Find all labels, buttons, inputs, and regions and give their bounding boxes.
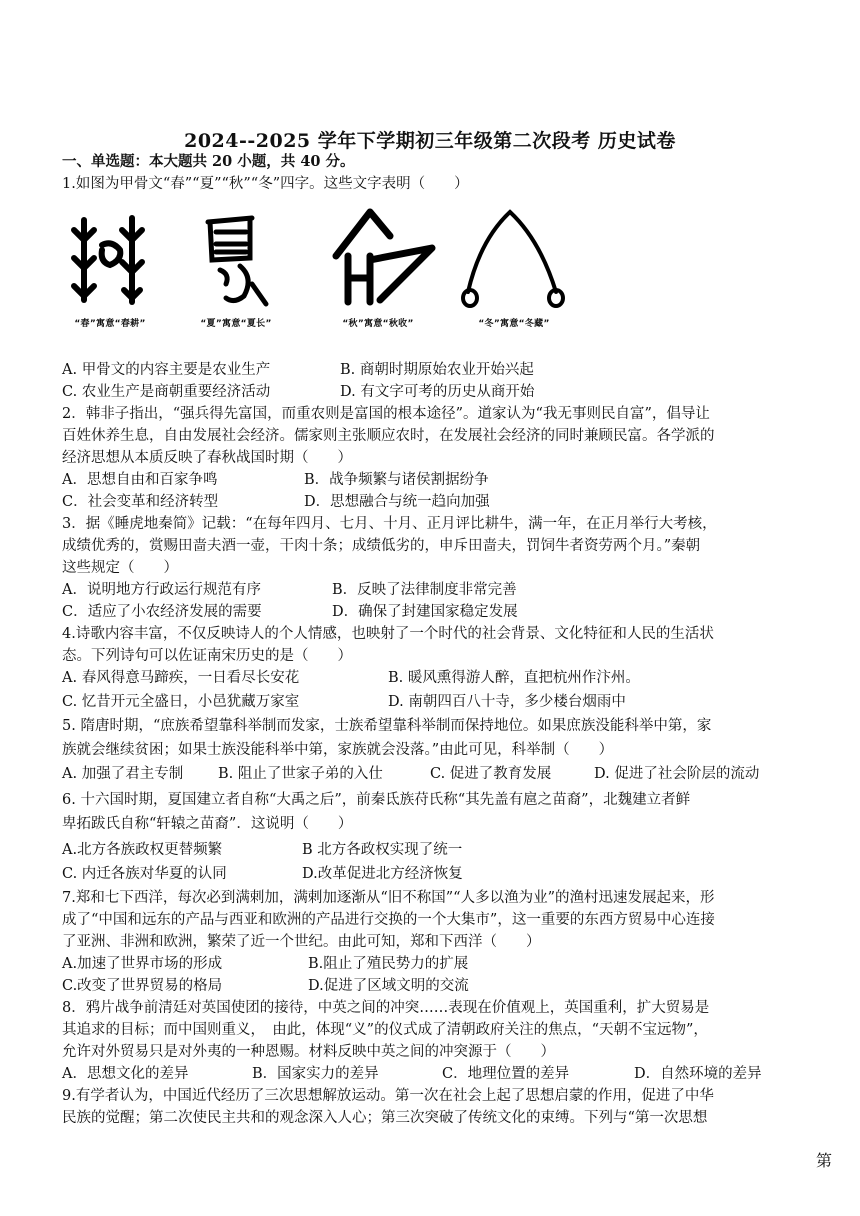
q2-stem-line1: 2．韩非子指出，“强兵得先富国，而重农则是富国的根本途径”。道家认为“我无事则民自富”，倡导让 xyxy=(62,406,710,422)
glyph-winter-image xyxy=(460,200,572,350)
q6-stem-line1: 6. 十六国时期，夏国建立者自称“大禹之后”，前秦氐族苻氏称“其先盖有扈之苗裔”，北魏建立者鲜 xyxy=(62,792,691,808)
q2-option-a[interactable]: A．思想自由和百家争鸣 xyxy=(62,472,218,488)
q4-option-d[interactable]: D. 南朝四百八十寺，多少楼台烟雨中 xyxy=(388,694,626,710)
q7-stem-line2: 成了“中国和远东的产品与西亚和欧洲的产品进行交换的一个大集市”，这一重要的东西方贸易中心连接 xyxy=(62,912,715,928)
q4-stem-line1: 4.诗歌内容丰富，不仅反映诗人的个人情感，也映射了一个时代的社会背景、文化特征和人民的生活状 xyxy=(62,626,714,642)
q7-option-c[interactable]: C.改变了世界贸易的格局 xyxy=(62,978,223,994)
q8-stem-line2: 其追求的目标；而中国则重义， 由此，体现“义”的仪式成了清朝政府关注的焦点，“天朝不宝远物”， xyxy=(62,1022,708,1038)
q3-option-b[interactable]: B．反映了法律制度非常完善 xyxy=(332,582,517,598)
q8-option-c[interactable]: C．地理位置的差异 xyxy=(442,1066,570,1082)
q3-stem-line1: 3．据《睡虎地秦简》记载：“在每年四月、七月、十月、正月评比耕牛，满一年，在正月举行大考核， xyxy=(62,516,717,532)
q7-option-b[interactable]: B.阻止了殖民势力的扩展 xyxy=(308,956,469,972)
q6-option-a[interactable]: A.北方各族政权更替频繁 xyxy=(62,842,223,858)
q6-option-c[interactable]: C. 内迁各族对华夏的认同 xyxy=(62,866,227,882)
q7-stem-line1: 7.郑和七下西洋，每次必到满剌加，满剌加逐渐从“旧不称国”“人多以渔为业”的渔村迅速发展起来，形 xyxy=(62,890,715,906)
q7-stem-line3: 了亚洲、非洲和欧洲，繁荣了近一个世纪。由此可知，郑和下西洋（ ） xyxy=(62,934,541,950)
glyph-autumn-image xyxy=(328,200,440,350)
q6-option-d[interactable]: D.改革促进北方经济恢复 xyxy=(302,866,463,882)
q1-option-a[interactable]: A. 甲骨文的内容主要是农业生产 xyxy=(62,362,271,378)
q9-stem-line2: 民族的觉醒；第二次使民主共和的观念深入人心；第三次突破了传统文化的束缚。下列与“第一次思想 xyxy=(62,1110,708,1126)
caption-autumn: “秋”寓意“秋收” xyxy=(342,319,414,329)
page-number-label: 第 xyxy=(816,1151,833,1170)
q3-option-d[interactable]: D．确保了封建国家稳定发展 xyxy=(332,604,518,620)
q2-stem-line3: 经济思想从本质反映了春秋战国时期（ ） xyxy=(62,450,352,466)
q4-option-a[interactable]: A. 春风得意马蹄疾，一日看尽长安花 xyxy=(62,670,300,686)
q5-option-b[interactable]: B. 阻止了世家子弟的入仕 xyxy=(218,766,383,782)
q7-option-a[interactable]: A.加速了世界市场的形成 xyxy=(62,956,223,972)
q3-option-a[interactable]: A．说明地方行政运行规范有序 xyxy=(62,582,261,598)
q5-option-a[interactable]: A. 加强了君主专制 xyxy=(62,766,184,782)
q3-stem-line2: 成绩优秀的，赏赐田啬夫酒一壶，干肉十条；成绩低劣的，申斥田啬夫，罚饲牛者资劳两个月。”秦朝 xyxy=(62,538,701,554)
q4-stem-line2: 态。下列诗句可以佐证南宋历史的是（ ） xyxy=(62,648,352,664)
glyph-summer-image xyxy=(190,200,302,350)
q4-option-c[interactable]: C. 忆昔开元全盛日，小邑犹藏万家室 xyxy=(62,694,300,710)
q2-option-d[interactable]: D．思想融合与统一趋向加强 xyxy=(304,494,490,510)
exam-title: 2024--2025 学年下学期初三年级第二次段考 历史试卷 xyxy=(184,130,676,152)
q1-stem: 1.如图为甲骨文“春”“夏”“秋”“冬”四字。这些文字表明（ ） xyxy=(62,176,469,192)
q8-option-d[interactable]: D．自然环境的差异 xyxy=(634,1066,762,1082)
section-heading: 一、单选题：本大题共 20 小题，共 40 分。 xyxy=(62,153,355,170)
q8-stem-line3: 允许对外贸易只是对外夷的一种恩赐。材料反映中英之间的冲突源于（ ） xyxy=(62,1044,555,1060)
caption-spring: “春”寓意“春耕” xyxy=(74,319,146,329)
q1-option-b[interactable]: B. 商朝时期原始农业开始兴起 xyxy=(340,362,534,378)
q8-stem-line1: 8．鸦片战争前清廷对英国使团的接待，中英之间的冲突……表现在价值观上，英国重利，扩大贸易是 xyxy=(62,1000,710,1016)
q8-option-b[interactable]: B．国家实力的差异 xyxy=(252,1066,379,1082)
q5-stem-line1: 5. 隋唐时期，“庶族希望靠科举制而发家，士族希望靠科举制而保持地位。如果庶族没能科举中第，家 xyxy=(62,718,712,734)
q8-option-a[interactable]: A．思想文化的差异 xyxy=(62,1066,189,1082)
q9-stem-line1: 9.有学者认为，中国近代经历了三次思想解放运动。第一次在社会上起了思想启蒙的作用，促进了中华 xyxy=(62,1088,714,1104)
q4-option-b[interactable]: B. 暖风熏得游人醉，直把杭州作汴州。 xyxy=(388,670,640,686)
q3-option-c[interactable]: C．适应了小农经济发展的需要 xyxy=(62,604,262,620)
q5-stem-line2: 族就会继续贫困；如果士族没能科举中第，家族就会没落。”由此可见，科举制（ ） xyxy=(62,742,614,758)
q1-option-d[interactable]: D. 有文字可考的历史从商开始 xyxy=(340,384,535,400)
q2-option-b[interactable]: B．战争频繁与诸侯割据纷争 xyxy=(304,472,489,488)
oracle-bone-glyphs xyxy=(62,200,582,350)
q1-option-c[interactable]: C. 农业生产是商朝重要经济活动 xyxy=(62,384,271,400)
q5-option-c[interactable]: C. 促进了教育发展 xyxy=(430,766,552,782)
q2-stem-line2: 百姓休养生息，自由发展社会经济。儒家则主张顺应农时，在发展社会经济的同时兼顾民富。各学派的 xyxy=(62,428,715,444)
q6-option-b[interactable]: B 北方各政权实现了统一 xyxy=(302,842,463,858)
glyph-spring-image xyxy=(62,200,174,350)
q2-option-c[interactable]: C．社会变革和经济转型 xyxy=(62,494,219,510)
caption-winter: “冬”寓意“冬藏” xyxy=(478,319,550,329)
q3-stem-line3: 这些规定（ ） xyxy=(62,560,178,576)
q7-option-d[interactable]: D.促进了区域文明的交流 xyxy=(308,978,469,994)
caption-summer: “夏”寓意“夏长” xyxy=(200,319,272,329)
q5-option-d[interactable]: D. 促进了社会阶层的流动 xyxy=(594,766,760,782)
q6-stem-line2: 卑拓跋氏自称“轩辕之苗裔”．这说明（ ） xyxy=(62,816,353,832)
